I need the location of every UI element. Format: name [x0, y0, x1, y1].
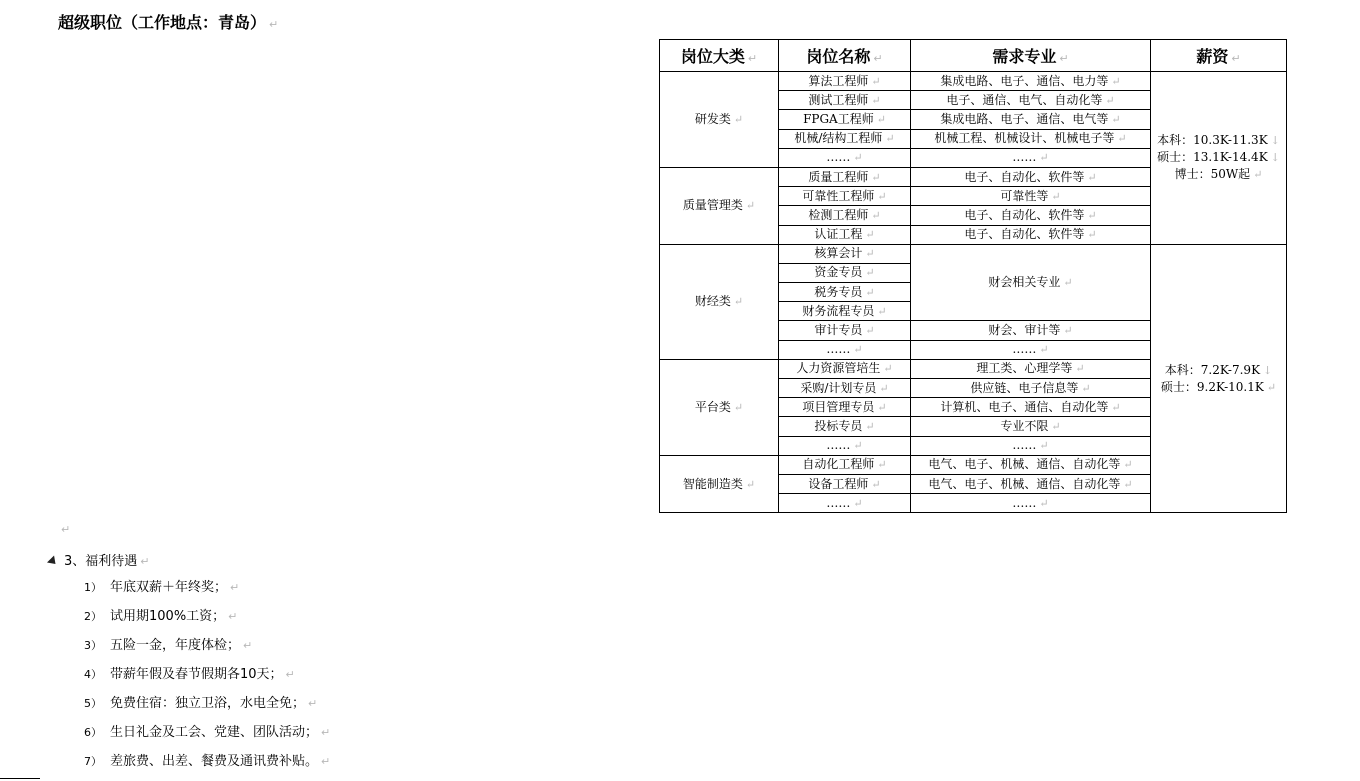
page-title	[58, 10, 278, 33]
position-cell: 算法工程师 ↵	[779, 72, 911, 91]
title-text: 超级职位（工作地点：青岛）	[58, 13, 267, 32]
job-table	[659, 39, 1287, 513]
category-cell: 智能制造类 ↵	[660, 455, 779, 513]
benefits-list	[84, 578, 330, 781]
category-cell: 财经类 ↵	[660, 244, 779, 359]
position-cell: …… ↵	[779, 340, 911, 359]
benefits-heading-text: 3、福利待遇	[64, 554, 138, 569]
list-item: 6） 生日礼金及工会、党建、团队活动； ↵	[84, 725, 331, 740]
category-cell: 质量管理类 ↵	[660, 167, 779, 244]
position-cell: 质量工程师 ↵	[779, 167, 911, 186]
position-cell: …… ↵	[779, 436, 911, 455]
major-cell: 电气、电子、机械、通信、自动化等 ↵	[911, 474, 1151, 493]
major-cell: …… ↵	[911, 494, 1151, 513]
list-item: 1） 年底双薪＋年终奖； ↵	[84, 580, 240, 595]
category-cell: 研发类 ↵	[660, 72, 779, 168]
major-cell: …… ↵	[911, 148, 1151, 167]
major-cell: …… ↵	[911, 436, 1151, 455]
position-cell: 机械/结构工程师 ↵	[779, 129, 911, 148]
major-cell: …… ↵	[911, 340, 1151, 359]
major-cell: 可靠性等 ↵	[911, 187, 1151, 206]
major-cell: 供应链、电子信息等 ↵	[911, 379, 1151, 398]
position-cell: 审计专员 ↵	[779, 321, 911, 340]
empty-paragraph-mark-icon: ↵	[61, 523, 71, 536]
position-cell: …… ↵	[779, 148, 911, 167]
major-cell: 理工类、心理学等 ↵	[911, 359, 1151, 378]
position-cell: 税务专员 ↵	[779, 283, 911, 302]
header-category: 岗位大类 ↵	[660, 40, 779, 72]
position-cell: 自动化工程师 ↵	[779, 455, 911, 474]
major-cell: 集成电路、电子、通信、电力等 ↵	[911, 72, 1151, 91]
page-bottom-rule	[0, 778, 40, 779]
position-cell: 可靠性工程师 ↵	[779, 187, 911, 206]
position-cell: 投标专员 ↵	[779, 417, 911, 436]
position-cell: 测试工程师 ↵	[779, 91, 911, 110]
list-item: 3） 五险一金，年度体检； ↵	[84, 638, 253, 653]
position-cell: 财务流程专员 ↵	[779, 302, 911, 321]
position-cell: 采购/计划专员 ↵	[779, 379, 911, 398]
major-cell: 电子、自动化、软件等 ↵	[911, 206, 1151, 225]
position-cell: FPGA工程师 ↵	[779, 110, 911, 129]
category-cell: 平台类 ↵	[660, 359, 779, 455]
major-cell: 财会、审计等 ↵	[911, 321, 1151, 340]
header-salary: 薪资 ↵	[1151, 40, 1287, 72]
position-cell: 设备工程师 ↵	[779, 474, 911, 493]
position-cell: 项目管理专员 ↵	[779, 398, 911, 417]
major-cell: 电气、电子、机械、通信、自动化等 ↵	[911, 455, 1151, 474]
list-item: 7） 差旅费、出差、餐费及通讯费补贴。 ↵	[84, 754, 331, 769]
position-cell: 资金专员 ↵	[779, 263, 911, 282]
header-major: 需求专业 ↵	[911, 40, 1151, 72]
salary-cell-tier1: 本科：10.3K-11.3K ↓ 硕士：13.1K-14.4K ↓ 博士：50W起 ↵	[1151, 72, 1287, 245]
collapse-triangle-icon[interactable]	[47, 555, 59, 567]
list-item: 4） 带薪年假及春节假期各10天； ↵	[84, 667, 295, 682]
position-cell: 检测工程师 ↵	[779, 206, 911, 225]
salary-cell-tier2: 本科：7.2K-7.9K ↓ 硕士：9.2K-10.1K ↵	[1151, 244, 1287, 513]
header-position: 岗位名称 ↵	[779, 40, 911, 72]
position-cell: 人力资源管培生 ↵	[779, 359, 911, 378]
benefits-heading[interactable]: 3、福利待遇 ↵	[48, 550, 150, 569]
major-cell: 机械工程、机械设计、机械电子等 ↵	[911, 129, 1151, 148]
list-item: 5） 免费住宿：独立卫浴，水电全免； ↵	[84, 696, 318, 711]
major-cell: 集成电路、电子、通信、电气等 ↵	[911, 110, 1151, 129]
paragraph-mark-icon: ↵	[269, 18, 279, 31]
major-cell: 电子、自动化、软件等 ↵	[911, 225, 1151, 244]
major-cell: 专业不限 ↵	[911, 417, 1151, 436]
position-cell: 认证工程 ↵	[779, 225, 911, 244]
major-cell: 电子、通信、电气、自动化等 ↵	[911, 91, 1151, 110]
major-cell-merged: 财会相关专业 ↵	[911, 244, 1151, 321]
list-item: 2） 试用期100%工资； ↵	[84, 609, 238, 624]
position-cell: 核算会计 ↵	[779, 244, 911, 263]
table-row	[660, 244, 1287, 263]
table-header-row	[660, 40, 1287, 72]
major-cell: 计算机、电子、通信、自动化等 ↵	[911, 398, 1151, 417]
table-row	[660, 72, 1287, 91]
major-cell: 电子、自动化、软件等 ↵	[911, 167, 1151, 186]
position-cell: …… ↵	[779, 494, 911, 513]
